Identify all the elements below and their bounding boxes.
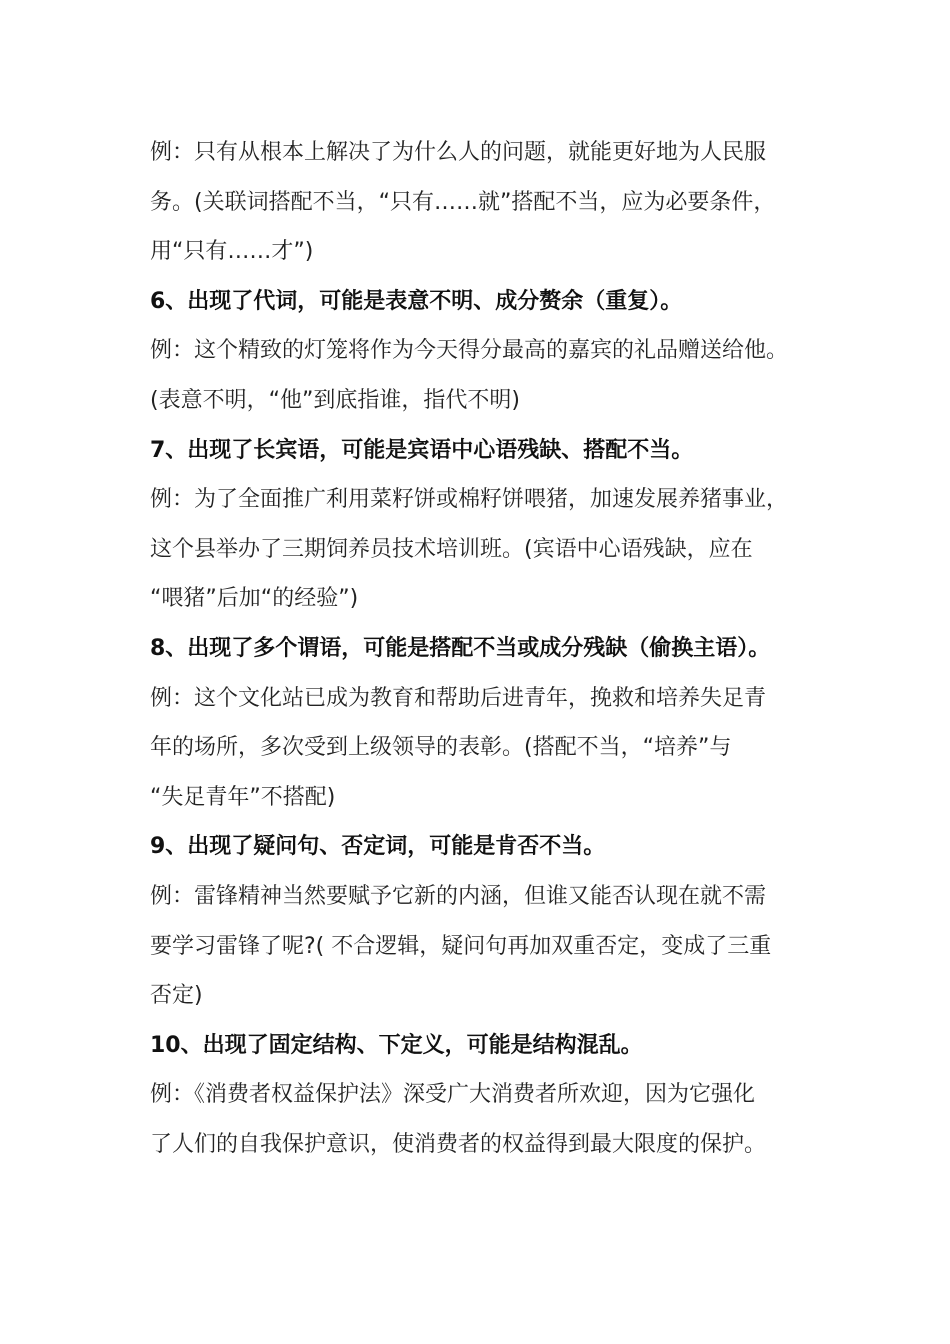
example-line: 例：这个精致的灯笼将作为今天得分最高的嘉宾的礼品赠送给他。 (150, 338, 789, 364)
rule-heading-8: 8、出现了多个谓语，可能是搭配不当或成分残缺（偷换主语）。 (150, 635, 771, 661)
example-line: (表意不明，“他”到底指谁，指代不明) (150, 387, 520, 413)
example-line: “失足青年”不搭配) (150, 784, 336, 810)
example-line: 否定) (150, 983, 203, 1009)
example-line: 了人们的自我保护意识，使消费者的权益得到最大限度的保护。 (150, 1131, 767, 1157)
example-line: “喂猪”后加“的经验”) (150, 586, 359, 612)
rule-heading-7: 7、出现了长宾语，可能是宾语中心语残缺、搭配不当。 (150, 437, 694, 463)
rule-heading-10: 10、出现了固定结构、下定义，可能是结构混乱。 (150, 1032, 643, 1058)
example-line: 年的场所，多次受到上级领导的表彰。(搭配不当，“培养”与 (150, 735, 732, 761)
example-line: 要学习雷锋了呢?( 不合逻辑，疑问句再加双重否定，变成了三重 (150, 933, 772, 959)
example-line: 例：只有从根本上解决了为什么人的问题，就能更好地为人民服 (150, 140, 767, 165)
rule-heading-9: 9、出现了疑问句、否定词，可能是肯否不当。 (150, 834, 606, 860)
example-line: 例：这个文化站已成为教育和帮助后进青年，挽救和培养失足青 (150, 685, 767, 711)
example-line: 用“只有……才”) (150, 239, 314, 265)
example-line: 这个县举办了三期饲养员技术培训班。(宾语中心语残缺，应在 (150, 536, 753, 562)
document-body (150, 128, 830, 1169)
example-line: 例：《消费者权益保护法》深受广大消费者所欢迎，因为它强化 (150, 1082, 756, 1108)
example-line: 例：为了全面推广利用菜籽饼或棉籽饼喂猪，加速发展养猪事业， (150, 487, 789, 513)
example-line: 例：雷锋精神当然要赋予它新的内涵，但谁又能否认现在就不需 (150, 883, 767, 909)
rule-heading-6: 6、出现了代词，可能是表意不明、成分赘余（重复）。 (150, 288, 683, 314)
example-line: 务。(关联词搭配不当，“只有……就”搭配不当，应为必要条件， (150, 189, 776, 215)
